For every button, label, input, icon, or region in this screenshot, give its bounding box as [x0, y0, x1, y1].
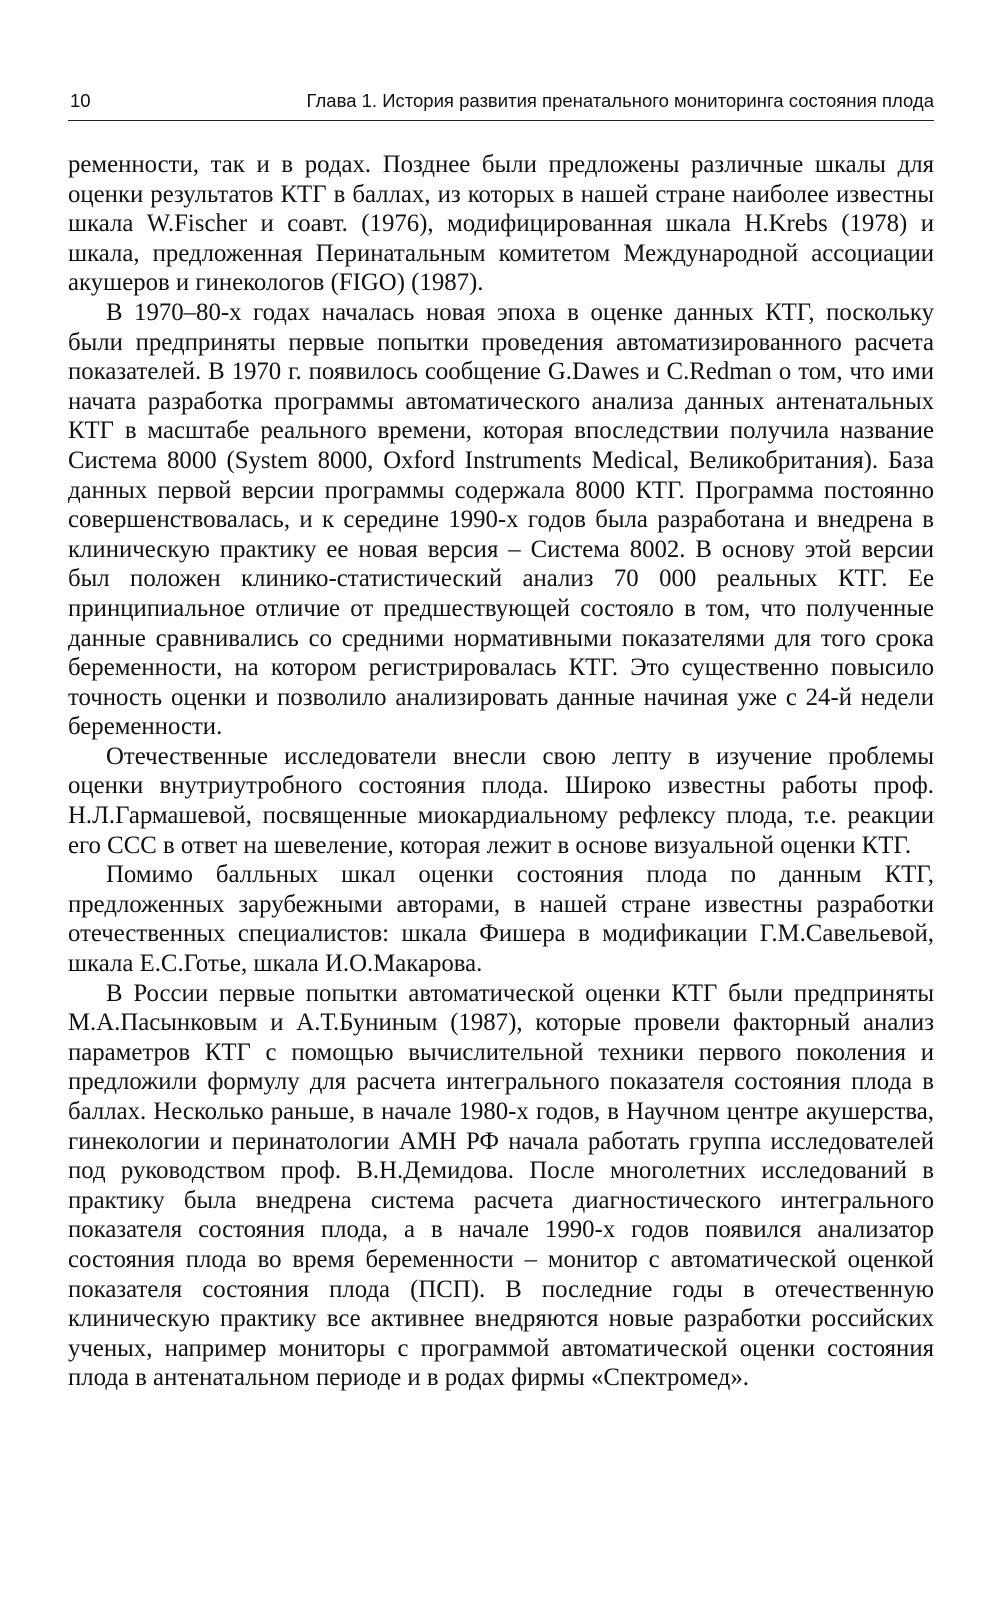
- paragraph: В 1970–80-х годах началась новая эпоха в оценке данных КТГ, поскольку были предприняты первые попытки проведения автоматизированного расчета показателей. В 1970 г. появилось сообщение G.Dawes и C.Redman о том, что ими начата разработка программы автоматического анализа данных антенатальных КТГ в масштабе реального времени, которая впоследствии получила название Система 8000 (System 8000, Oxford Instruments Medical, Великобритания). База данных первой версии программы содержала 8000 КТГ. Программа постоянно совершенствовалась, и к середине 1990-х годов была разработана и внедрена в клиническую практику ее новая версия – Система 8002. В основу этой версии был положен клинико-статистический анализ 70 000 реальных КТГ. Ее принципиальное отличие от предшествующей состояло в том, что полученные данные сравнивались со средними нормативными показателями для того срока беременности, на котором регистрировалась КТГ. Это существенно повысило точность оценки и позволило анализировать данные начиная уже с 24-й недели беременности.: [68, 298, 934, 741]
- page-number: 10: [70, 90, 91, 111]
- paragraph: Помимо балльных шкал оценки состояния плода по данным КТГ, предложенных зарубежными авторами, в нашей стране известны разработки отечественных специалистов: шкала Фишера в модификации Г.М.Савельевой, шкала Е.С.Готье, шкала И.О.Макарова.: [68, 861, 934, 978]
- page-header: [68, 86, 934, 121]
- paragraph: Отечественные исследователи внесли свою лепту в изучение проблемы оценки внутриутробного состояния плода. Широко известны работы проф. Н.Л.Гармашевой, посвященные миокардиальному рефлексу плода, т.е. реакции его ССС в ответ на шевеление, которая лежит в основе визуальной оценки КТГ.: [68, 742, 934, 859]
- paragraph-continuation: ременности, так и в родах. Позднее были предложены различные шкалы для оценки результатов КТГ в баллах, из которых в нашей стране наиболее известны шкала W.Fischer и соавт. (1976), модифицированная шкала H.Krebs (1978) и шкала, предложенная Перинатальным комитетом Международной ассоциации акушеров и гинекологов (FIGO) (1987).: [68, 151, 934, 297]
- running-title: Глава 1. История развития пренатального мониторинга состояния плода: [306, 90, 934, 111]
- body-text: [68, 150, 934, 1393]
- paragraph: В России первые попытки автоматической оценки КТГ были предприняты М.А.Пасынковым и А.Т.Буниным (1987), которые провели факторный анализ параметров КТГ с помощью вычислительной техники первого поколения и предложили формулу для расчета интегрального показателя состояния плода в баллах. Несколько раньше, в начале 1980-х годов, в Научном центре акушерства, гинекологии и перинатологии АМН РФ начала работать группа исследователей под руководством проф. В.Н.Демидова. После многолетних исследований в практику была внедрена система расчета диагностического интегрального показателя состояния плода, а в начале 1990-х годов появился анализатор состояния плода во время беременности – монитор с автоматической оценкой показателя состояния плода (ПСП). В последние годы в отечественную клиническую практику все активнее внедряются новые разработки российских ученых, например мониторы с программой автоматической оценки состояния плода в антенатальном периоде и в родах фирмы «Спектромед».: [68, 979, 934, 1392]
